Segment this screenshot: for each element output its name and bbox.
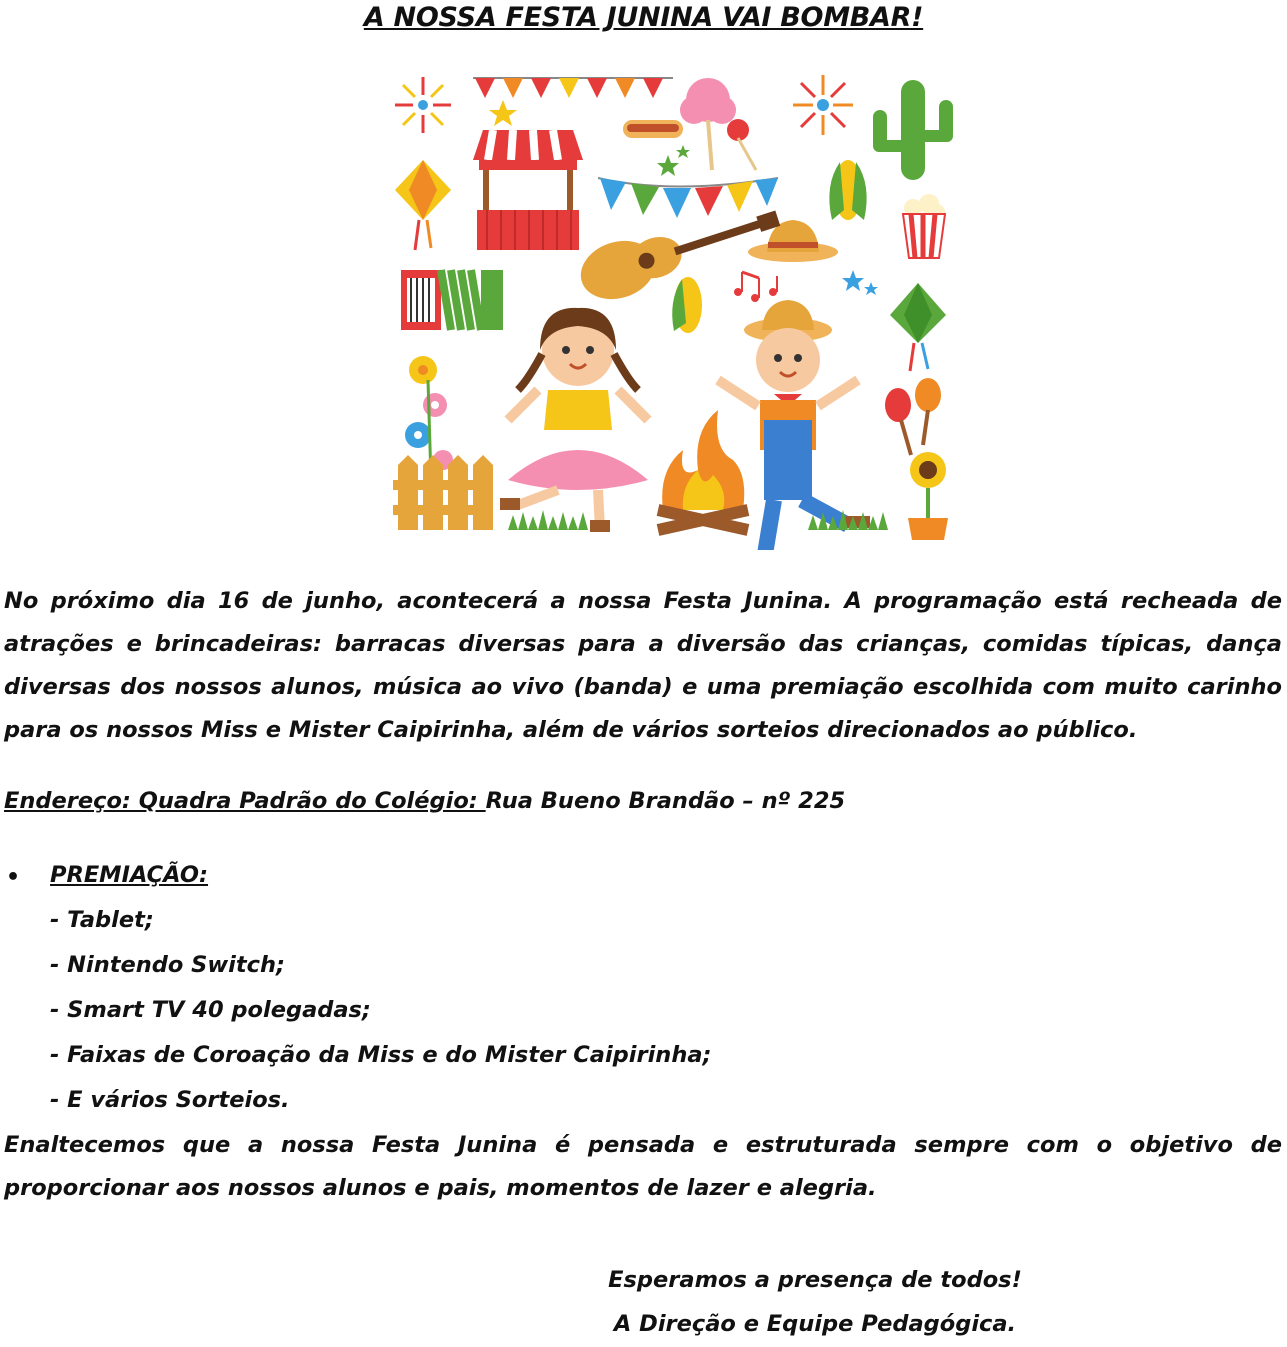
corn-icon bbox=[672, 277, 702, 333]
girl-dancer-icon bbox=[500, 308, 648, 532]
fireworks-icon bbox=[793, 75, 853, 135]
bullet-icon: • bbox=[6, 865, 21, 890]
prize-list bbox=[50, 898, 712, 1123]
address-value: Rua Bueno Brandão – nº 225 bbox=[485, 788, 846, 814]
balloon-lantern-icon bbox=[890, 283, 946, 371]
sunflower-icon bbox=[908, 452, 948, 540]
festa-junina-illustration bbox=[383, 60, 963, 550]
candy-apple-icon bbox=[727, 119, 756, 170]
address-label: Endereço: Quadra Padrão do Colégio: bbox=[4, 788, 486, 814]
corn-icon bbox=[829, 160, 866, 220]
bunting-icon bbox=[598, 178, 778, 218]
closing-signature: A Direção e Equipe Pedagógica. bbox=[613, 1311, 1017, 1337]
address-line bbox=[4, 780, 845, 823]
closing-invitation: Esperamos a presença de todos! bbox=[608, 1267, 1022, 1293]
fireworks-icon bbox=[395, 77, 451, 133]
music-notes-icon bbox=[734, 272, 777, 302]
maracas-icon bbox=[885, 378, 941, 455]
list-item: - E vários Sorteios. bbox=[50, 1087, 290, 1113]
bunting-icon bbox=[473, 78, 673, 98]
list-item: - Tablet; bbox=[50, 907, 154, 933]
list-item: - Nintendo Switch; bbox=[50, 952, 285, 978]
popcorn-icon bbox=[903, 194, 945, 258]
blue-stars-icon bbox=[842, 270, 878, 295]
hot-dog-icon bbox=[623, 120, 683, 138]
cotton-candy-icon bbox=[680, 78, 736, 170]
stars-icon bbox=[489, 100, 517, 126]
market-stall-icon bbox=[473, 130, 583, 250]
accordion-icon bbox=[401, 270, 503, 330]
balloon-lantern-icon bbox=[395, 160, 451, 250]
outro-paragraph: Enaltecemos que a nossa Festa Junina é pensada e estruturada sempre com o objetivo de proporcionar aos nossos alunos e pais, momentos de lazer e alegria. bbox=[4, 1132, 1282, 1201]
page-title: A NOSSA FESTA JUNINA VAI BOMBAR! bbox=[363, 2, 924, 33]
green-stars-icon bbox=[657, 145, 690, 176]
list-item: - Smart TV 40 polegadas; bbox=[50, 997, 371, 1023]
prizes-heading: PREMIAÇÃO: bbox=[50, 862, 209, 888]
cactus-icon bbox=[873, 80, 953, 180]
intro-paragraph: No próximo dia 16 de junho, acontecerá a nossa Festa Junina. A programação está recheada de atrações e brincadeiras: barracas diversas para a diversão das crianças, comidas típicas, dança diversas dos nossos alunos, música ao vivo (banda) e uma premiação escolhida com muito carinho para os nossos Miss e Mister Caipirinha, além de vários sorteios direcionados ao público. bbox=[4, 588, 1282, 743]
list-item: - Faixas de Coroação da Miss e do Mister Caipirinha; bbox=[50, 1042, 712, 1068]
fence-icon bbox=[393, 455, 493, 530]
bonfire-icon bbox=[658, 410, 748, 530]
